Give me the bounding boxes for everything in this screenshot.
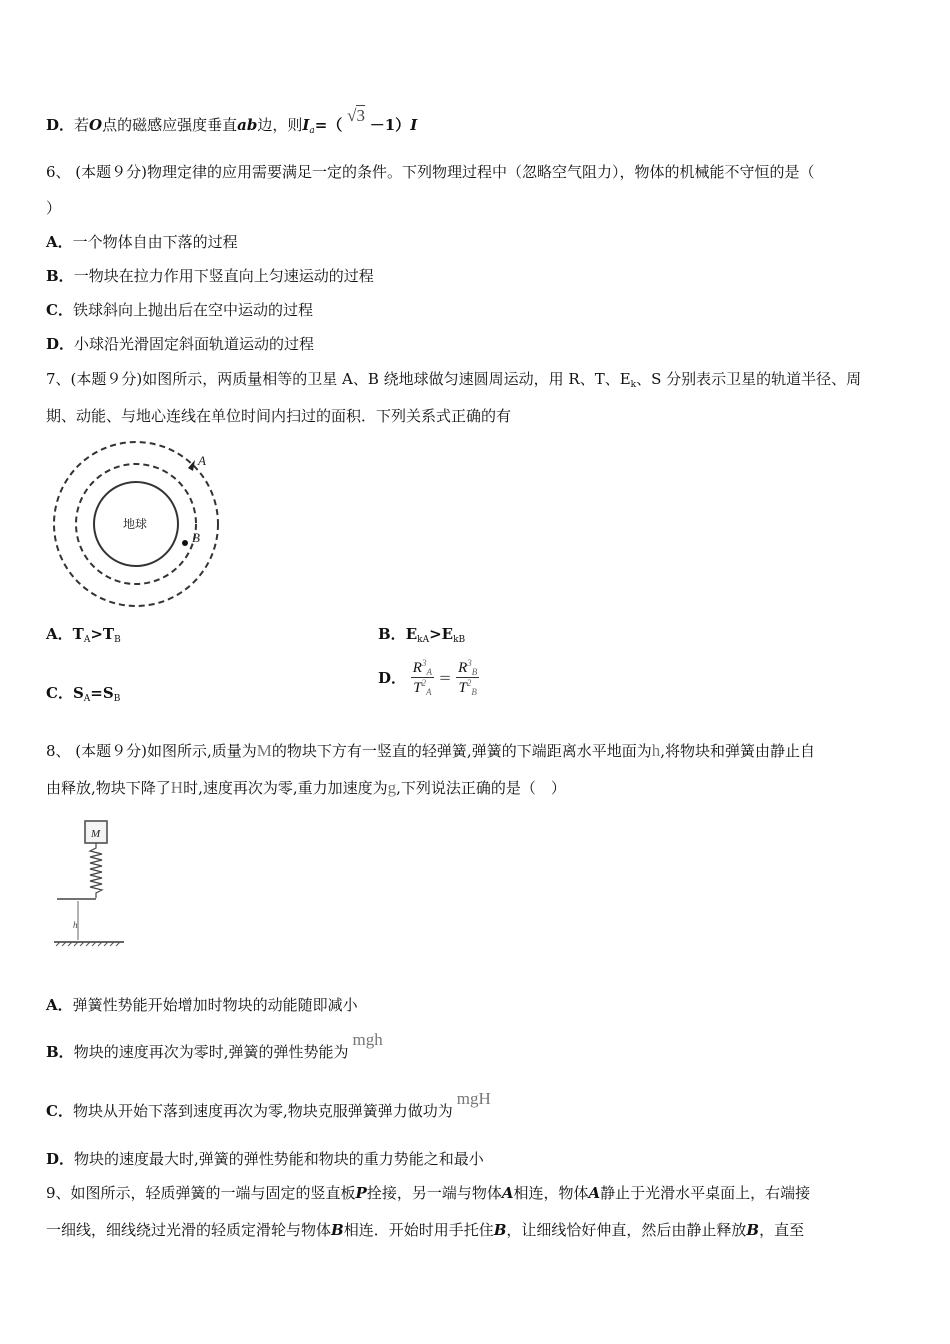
earth-label: 地球 xyxy=(123,517,148,531)
q6-option-c: C．铁球斜向上抛出后在空中运动的过程 xyxy=(46,301,313,319)
q6-option-d: D．小球沿光滑固定斜面轨道运动的过程 xyxy=(46,335,315,353)
q8-stem-line2: 由释放,物块下降了H时,速度再次为零,重力加速度为g,下列说法正确的是（ ） xyxy=(46,778,566,797)
satellite-orbit-figure xyxy=(50,438,225,610)
q8-option-b: B．物块的速度再次为零时,弹簧的弹性势能为mgh xyxy=(46,1030,383,1061)
q8-stem-line1: 8、 (本题９分)如图所示,质量为M的物块下方有一竖直的轻弹簧,弹簧的下端距离水平地面为h,将物块和弹簧由静止自 xyxy=(46,741,815,760)
q7-option-a: A．$T_A>T_B$ xyxy=(46,625,121,645)
q7-option-c: C．$S_A=S_B$ xyxy=(46,684,121,704)
q8-option-d: D．物块的速度最大时,弹簧的弹性势能和物块的重力势能之和最小 xyxy=(46,1150,484,1168)
label-a: A xyxy=(198,453,206,468)
q7-stem-line2: 期、动能、与地心连线在单位时间内扫过的面积．下列关系式正确的有 xyxy=(46,407,512,425)
satellite-b xyxy=(182,540,188,546)
spring-block-figure xyxy=(52,818,127,950)
q8-option-c: C．物块从开始下落到速度再次为零,物块克服弹簧弹力做功为mgH xyxy=(46,1089,491,1120)
block-m-label: M xyxy=(91,828,101,840)
q6-option-b: B．一物块在拉力作用下竖直向上匀速运动的过程 xyxy=(46,267,374,285)
q6-option-a: A．一个物体自由下落的过程 xyxy=(46,233,238,251)
q7-option-b: B．$E_{kA}>E_{kB}$ xyxy=(378,625,466,645)
fraction-a: $\frac{R^3_A}{T^2_A}$ xyxy=(412,658,432,697)
h-label: h xyxy=(73,920,78,930)
q5-option-d: D．若O点的磁感应强度垂直ab边，则$I_a=$（ √3 －1）I xyxy=(46,106,418,136)
q9-stem-line2: 一细线，细线绕过光滑的轻质定滑轮与物体B相连．开始时用手托住B，让细线恰好伸直，然后由静止释放B，直至 xyxy=(46,1221,805,1239)
q8-option-a: A．弹簧性势能开始增加时物块的动能随即减小 xyxy=(46,996,358,1014)
q6-stem-line2: ） xyxy=(46,199,62,217)
q9-stem-line1: 9、如图所示，轻质弹簧的一端与固定的竖直板P拴接，另一端与物体A相连，物体A静止于光滑水平桌面上，右端接 xyxy=(46,1184,811,1202)
spring xyxy=(90,843,102,898)
label-b: B xyxy=(192,530,200,545)
q6-stem-line1: 6、 (本题９分)物理定律的应用需要满足一定的条件。下列物理过程中（忽略空气阻力），物体的机械能不守恒的是（ xyxy=(46,163,815,181)
q7-stem-line1: 7、(本题９分)如图所示，两质量相等的卫星 A、B 绕地球做匀速圆周运动，用 R、T、$E_k$、S 分别表示卫星的轨道半径、周 xyxy=(46,370,862,390)
fraction-b: $\frac{R^3_B}{T^2_B}$ xyxy=(458,658,478,697)
sqrt3: √3 xyxy=(347,106,365,125)
q7-option-d: D． $\frac{R^3_A}{T^2_A}$ = $\frac{R^3_B}{T^2_B}$ xyxy=(378,658,478,697)
